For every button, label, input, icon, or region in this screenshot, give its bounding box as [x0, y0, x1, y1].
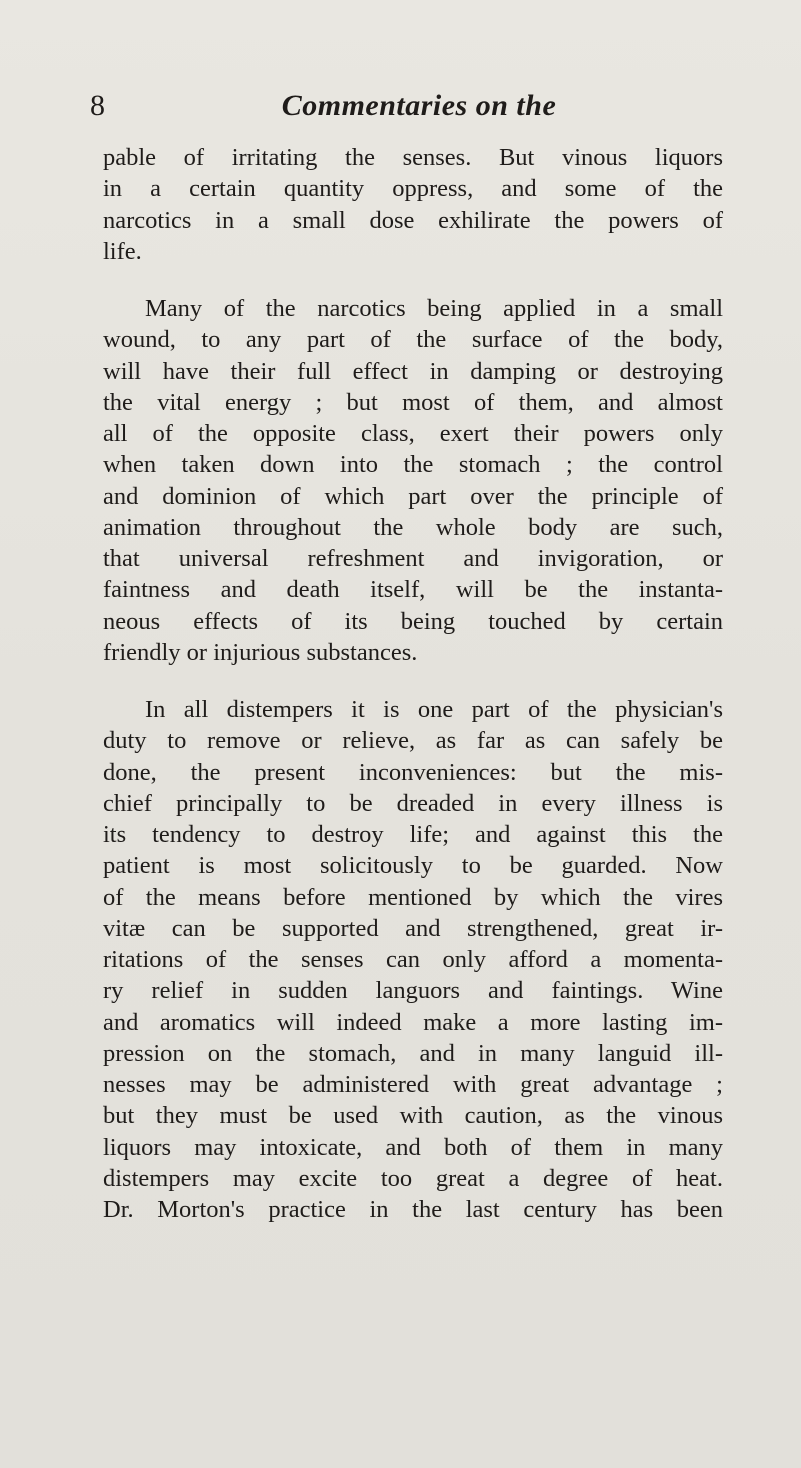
text-line: ry relief in sudden languors and faintings. Wine [103, 977, 723, 1005]
text-line: ritations of the senses can only afford a momenta- [103, 946, 723, 973]
text-line: faintness and death itself, will be the instanta- [103, 576, 723, 604]
text-line: and dominion of which part over the principle of [103, 482, 723, 510]
text-line: distempers may excite too great a degree of heat. [103, 1164, 723, 1192]
page-number: 8 [90, 89, 105, 122]
body-text [103, 142, 723, 1225]
text-line: life. [103, 237, 142, 265]
paragraph-1 [103, 142, 723, 267]
text-line: of the means before mentioned by which the vires [103, 883, 723, 911]
text-line: done, the present inconveniences: but the mis- [103, 758, 723, 786]
paragraph-3 [103, 694, 723, 1225]
text-line: all of the opposite class, exert their powers only [103, 420, 723, 447]
text-line: wound, to any part of the surface of the body, [103, 326, 723, 354]
text-line: and aromatics will indeed make a more lasting im- [103, 1008, 723, 1036]
text-line: when taken down into the stomach ; the control [103, 451, 723, 479]
paragraph-gap [103, 668, 723, 694]
text-line: animation throughout the whole body are such, [103, 513, 723, 541]
text-line: friendly or injurious substances. [103, 638, 418, 666]
text-line: duty to remove or relieve, as far as can safely be [103, 727, 723, 755]
text-line: but they must be used with caution, as the vinous [103, 1102, 723, 1130]
paragraph-gap [103, 267, 723, 293]
paragraph-2 [103, 293, 723, 668]
text-line: will have their full effect in damping or destroying [103, 357, 723, 385]
running-head: Commentaries on the [281, 89, 557, 122]
text-line: vitæ can be supported and strengthened, great ir- [103, 914, 723, 942]
text-line: the vital energy ; but most of them, and almost [103, 388, 723, 416]
text-line: nesses may be administered with great advantage ; [103, 1071, 723, 1098]
text-line: pression on the stomach, and in many languid ill- [103, 1039, 723, 1067]
text-line: In all distempers it is one part of the physician's [145, 696, 723, 723]
page-header [90, 86, 710, 126]
text-line: patient is most solicitously to be guarded. Now [103, 852, 723, 880]
text-line: Many of the narcotics being applied in a small [145, 295, 723, 322]
text-line: pable of irritating the senses. But vinous liquors [103, 144, 723, 171]
text-line: narcotics in a small dose exhilirate the powers of [103, 206, 723, 234]
text-line: neous effects of its being touched by certain [103, 607, 723, 635]
text-line: liquors may intoxicate, and both of them in many [103, 1133, 723, 1161]
text-line: its tendency to destroy life; and against this the [103, 821, 723, 848]
text-line: in a certain quantity oppress, and some of the [103, 175, 723, 203]
text-line: chief principally to be dreaded in every illness is [103, 789, 723, 817]
text-line: that universal refreshment and invigoration, or [103, 545, 723, 572]
text-line: Dr. Morton's practice in the last century has been [103, 1196, 723, 1223]
